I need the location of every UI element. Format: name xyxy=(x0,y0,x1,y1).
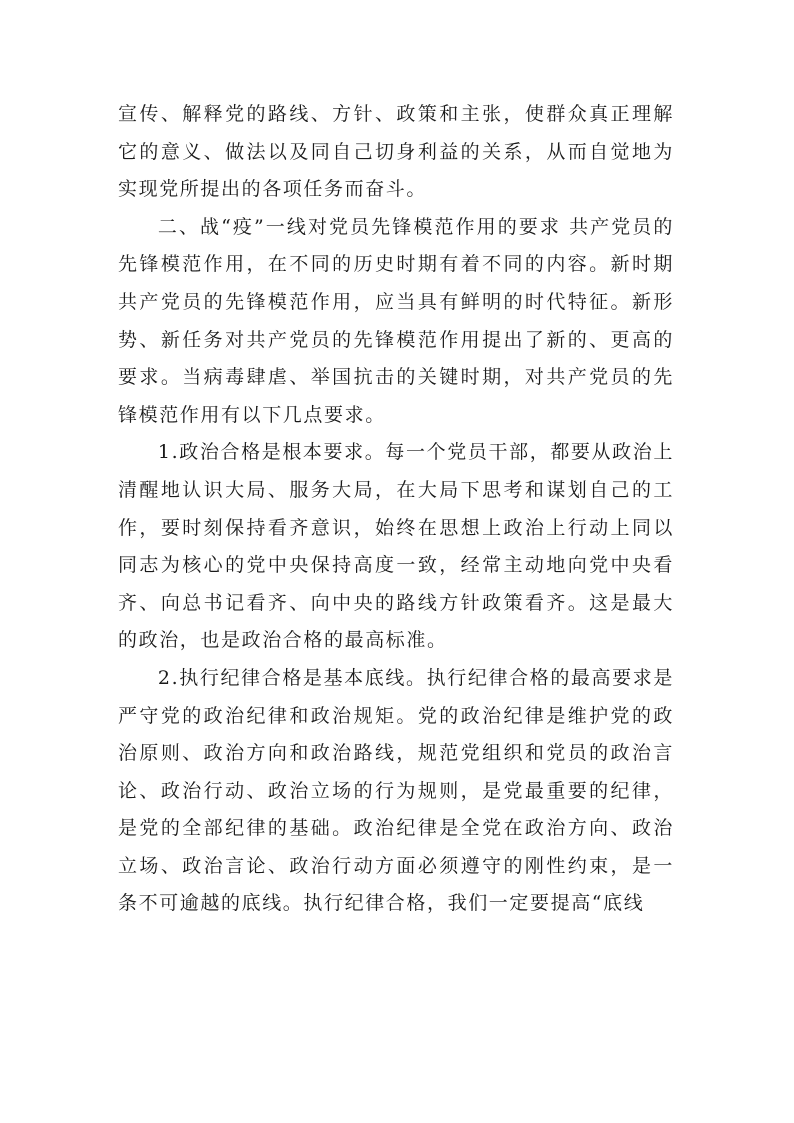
paragraph-point-two: 2.执行纪律合格是基本底线。执行纪律合格的最高要求是严守党的政治纪律和政治规矩。党的政治纪律是维护党的政治原则、政治方向和政治路线，规范党组织和党员的政治言论、政治行动、政治立场的行为规则，是党最重要的纪律，是党的全部纪律的基础。政治纪律是全党在政治方向、政治立场、政治言论、政治行动方面必须遵守的刚性约束，是一条不可逾越的底线。执行纪律合格，我们一定要提高“底线 xyxy=(118,666,674,915)
paragraph-point-one: 1.政治合格是根本要求。每一个党员干部，都要从政治上清醒地认识大局、服务大局，在大局下思考和谋划自己的工作，要时刻保持看齐意识，始终在思想上政治上行动上同以同志为核心的党中央保持高度一致，经常主动地向党中央看齐、向总书记看齐、向中央的路线方针政策看齐。这是最大的政治，也是政治合格的最高标准。 xyxy=(118,441,674,652)
document-body xyxy=(118,96,674,923)
paragraph-section-two: 二、战“疫”一线对党员先锋模范作用的要求 共产党员的先锋模范作用，在不同的历史时期有着不同的内容。新时期共产党员的先锋模范作用，应当具有鲜明的时代特征。新形势、新任务对共产党员的先锋模范作用提出了新的、更高的要求。当病毒肆虐、举国抗击的关键时期，对共产党员的先锋模范作用有以下几点要求。 xyxy=(118,215,674,426)
paragraph-continuation: 宣传、解释党的路线、方针、政策和主张，使群众真正理解它的意义、做法以及同自己切身利益的关系，从而自觉地为实现党所提出的各项任务而奋斗。 xyxy=(118,103,674,201)
